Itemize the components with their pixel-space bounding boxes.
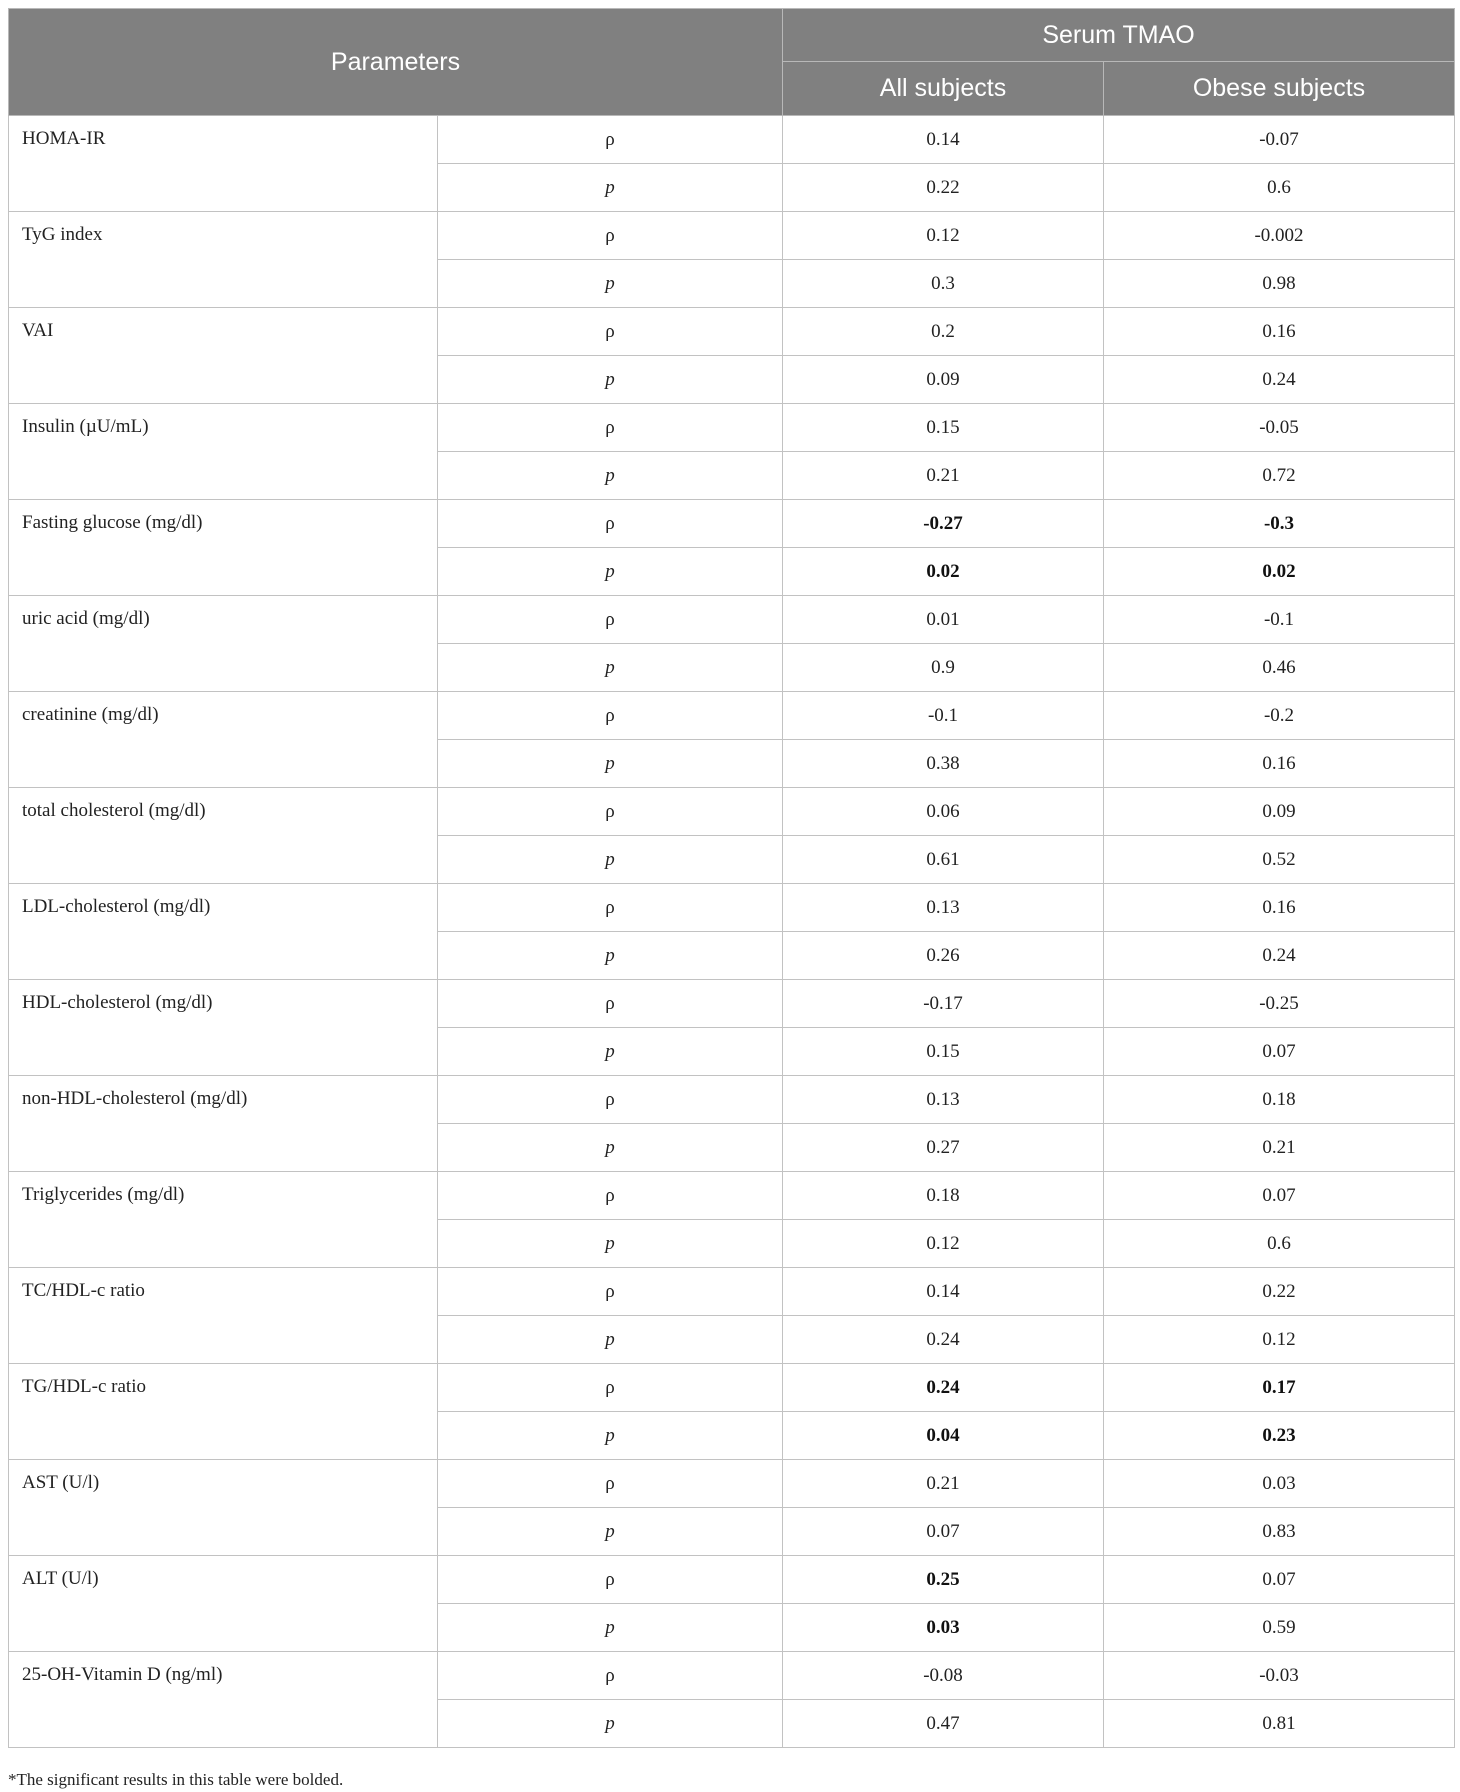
rho-label: ρ: [438, 404, 783, 452]
all-subjects-value: 0.04: [783, 1412, 1104, 1460]
all-subjects-value: 0.25: [783, 1556, 1104, 1604]
all-subjects-value: 0.14: [783, 1268, 1104, 1316]
parameter-name: Insulin (µU/mL): [9, 404, 438, 500]
all-subjects-value: 0.01: [783, 596, 1104, 644]
header-obese-subjects: Obese subjects: [1104, 62, 1455, 116]
obese-subjects-value: -0.03: [1104, 1652, 1455, 1700]
all-subjects-value: -0.08: [783, 1652, 1104, 1700]
obese-subjects-value: 0.23: [1104, 1412, 1455, 1460]
header-serum-tmao: Serum TMAO: [783, 9, 1455, 62]
all-subjects-value: 0.9: [783, 644, 1104, 692]
rho-label: ρ: [438, 1172, 783, 1220]
p-value-label: p: [438, 1508, 783, 1556]
all-subjects-value: 0.02: [783, 548, 1104, 596]
table-row: [9, 1652, 1455, 1700]
obese-subjects-value: 0.07: [1104, 1172, 1455, 1220]
table-footnote: *The significant results in this table were bolded.: [8, 1770, 344, 1789]
p-value-label: p: [438, 1412, 783, 1460]
p-value-label: p: [438, 1028, 783, 1076]
table-row: [9, 1172, 1455, 1220]
parameter-name: TyG index: [9, 212, 438, 308]
obese-subjects-value: -0.05: [1104, 404, 1455, 452]
obese-subjects-value: 0.24: [1104, 356, 1455, 404]
rho-label: ρ: [438, 212, 783, 260]
obese-subjects-value: 0.17: [1104, 1364, 1455, 1412]
parameter-name: LDL-cholesterol (mg/dl): [9, 884, 438, 980]
obese-subjects-value: -0.2: [1104, 692, 1455, 740]
p-value-label: p: [438, 548, 783, 596]
parameter-name: Triglycerides (mg/dl): [9, 1172, 438, 1268]
table-row: [9, 1076, 1455, 1124]
obese-subjects-value: 0.09: [1104, 788, 1455, 836]
obese-subjects-value: 0.16: [1104, 740, 1455, 788]
table-row: [9, 1556, 1455, 1604]
rho-label: ρ: [438, 980, 783, 1028]
all-subjects-value: 0.38: [783, 740, 1104, 788]
header-all-subjects: All subjects: [783, 62, 1104, 116]
p-value-label: p: [438, 356, 783, 404]
all-subjects-value: 0.09: [783, 356, 1104, 404]
obese-subjects-value: 0.72: [1104, 452, 1455, 500]
table-row: [9, 1268, 1455, 1316]
all-subjects-value: 0.2: [783, 308, 1104, 356]
table-row: [9, 980, 1455, 1028]
parameter-name: uric acid (mg/dl): [9, 596, 438, 692]
all-subjects-value: -0.1: [783, 692, 1104, 740]
all-subjects-value: 0.07: [783, 1508, 1104, 1556]
all-subjects-value: 0.12: [783, 212, 1104, 260]
all-subjects-value: 0.06: [783, 788, 1104, 836]
p-value-label: p: [438, 836, 783, 884]
all-subjects-value: 0.14: [783, 116, 1104, 164]
obese-subjects-value: -0.07: [1104, 116, 1455, 164]
all-subjects-value: 0.3: [783, 260, 1104, 308]
all-subjects-value: 0.13: [783, 1076, 1104, 1124]
obese-subjects-value: 0.21: [1104, 1124, 1455, 1172]
parameter-name: TC/HDL-c ratio: [9, 1268, 438, 1364]
p-value-label: p: [438, 644, 783, 692]
table-row: [9, 596, 1455, 644]
rho-label: ρ: [438, 1364, 783, 1412]
obese-subjects-value: 0.07: [1104, 1028, 1455, 1076]
all-subjects-value: 0.21: [783, 452, 1104, 500]
rho-label: ρ: [438, 596, 783, 644]
rho-label: ρ: [438, 116, 783, 164]
parameter-name: non-HDL-cholesterol (mg/dl): [9, 1076, 438, 1172]
parameter-name: total cholesterol (mg/dl): [9, 788, 438, 884]
all-subjects-value: 0.12: [783, 1220, 1104, 1268]
obese-subjects-value: 0.22: [1104, 1268, 1455, 1316]
obese-subjects-value: 0.6: [1104, 164, 1455, 212]
parameter-name: TG/HDL-c ratio: [9, 1364, 438, 1460]
table-row: [9, 1364, 1455, 1412]
all-subjects-value: 0.47: [783, 1700, 1104, 1748]
rho-label: ρ: [438, 788, 783, 836]
table-row: [9, 116, 1455, 164]
obese-subjects-value: 0.46: [1104, 644, 1455, 692]
table-row: [9, 308, 1455, 356]
obese-subjects-value: -0.002: [1104, 212, 1455, 260]
correlation-table: [8, 8, 1455, 1748]
table-row: [9, 788, 1455, 836]
rho-label: ρ: [438, 500, 783, 548]
obese-subjects-value: 0.59: [1104, 1604, 1455, 1652]
obese-subjects-value: 0.12: [1104, 1316, 1455, 1364]
obese-subjects-value: 0.03: [1104, 1460, 1455, 1508]
parameter-name: Fasting glucose (mg/dl): [9, 500, 438, 596]
obese-subjects-value: -0.1: [1104, 596, 1455, 644]
all-subjects-value: 0.13: [783, 884, 1104, 932]
rho-label: ρ: [438, 1556, 783, 1604]
p-value-label: p: [438, 1604, 783, 1652]
obese-subjects-value: 0.83: [1104, 1508, 1455, 1556]
p-value-label: p: [438, 1700, 783, 1748]
all-subjects-value: -0.27: [783, 500, 1104, 548]
p-value-label: p: [438, 932, 783, 980]
all-subjects-value: -0.17: [783, 980, 1104, 1028]
table-row: [9, 500, 1455, 548]
obese-subjects-value: 0.98: [1104, 260, 1455, 308]
rho-label: ρ: [438, 1076, 783, 1124]
p-value-label: p: [438, 740, 783, 788]
obese-subjects-value: 0.52: [1104, 836, 1455, 884]
rho-label: ρ: [438, 308, 783, 356]
parameter-name: HDL-cholesterol (mg/dl): [9, 980, 438, 1076]
table-row: [9, 692, 1455, 740]
obese-subjects-value: 0.6: [1104, 1220, 1455, 1268]
obese-subjects-value: 0.24: [1104, 932, 1455, 980]
table-container: [8, 8, 1454, 1748]
obese-subjects-value: -0.3: [1104, 500, 1455, 548]
all-subjects-value: 0.24: [783, 1364, 1104, 1412]
all-subjects-value: 0.18: [783, 1172, 1104, 1220]
rho-label: ρ: [438, 1652, 783, 1700]
p-value-label: p: [438, 164, 783, 212]
table-row: [9, 404, 1455, 452]
p-value-label: p: [438, 452, 783, 500]
table-header: [9, 9, 1455, 116]
parameter-name: AST (U/l): [9, 1460, 438, 1556]
obese-subjects-value: -0.25: [1104, 980, 1455, 1028]
rho-label: ρ: [438, 1268, 783, 1316]
all-subjects-value: 0.03: [783, 1604, 1104, 1652]
parameter-name: 25-OH-Vitamin D (ng/ml): [9, 1652, 438, 1748]
p-value-label: p: [438, 260, 783, 308]
p-value-label: p: [438, 1124, 783, 1172]
table-body: [9, 116, 1455, 1748]
obese-subjects-value: 0.16: [1104, 308, 1455, 356]
all-subjects-value: 0.15: [783, 1028, 1104, 1076]
obese-subjects-value: 0.02: [1104, 548, 1455, 596]
all-subjects-value: 0.15: [783, 404, 1104, 452]
rho-label: ρ: [438, 1460, 783, 1508]
parameter-name: ALT (U/l): [9, 1556, 438, 1652]
all-subjects-value: 0.21: [783, 1460, 1104, 1508]
all-subjects-value: 0.27: [783, 1124, 1104, 1172]
obese-subjects-value: 0.07: [1104, 1556, 1455, 1604]
obese-subjects-value: 0.18: [1104, 1076, 1455, 1124]
parameter-name: HOMA-IR: [9, 116, 438, 212]
all-subjects-value: 0.26: [783, 932, 1104, 980]
p-value-label: p: [438, 1220, 783, 1268]
header-parameters: Parameters: [9, 9, 783, 116]
rho-label: ρ: [438, 884, 783, 932]
all-subjects-value: 0.61: [783, 836, 1104, 884]
p-value-label: p: [438, 1316, 783, 1364]
all-subjects-value: 0.22: [783, 164, 1104, 212]
table-row: [9, 884, 1455, 932]
table-row: [9, 212, 1455, 260]
parameter-name: creatinine (mg/dl): [9, 692, 438, 788]
table-row: [9, 1460, 1455, 1508]
obese-subjects-value: 0.16: [1104, 884, 1455, 932]
all-subjects-value: 0.24: [783, 1316, 1104, 1364]
parameter-name: VAI: [9, 308, 438, 404]
rho-label: ρ: [438, 692, 783, 740]
obese-subjects-value: 0.81: [1104, 1700, 1455, 1748]
